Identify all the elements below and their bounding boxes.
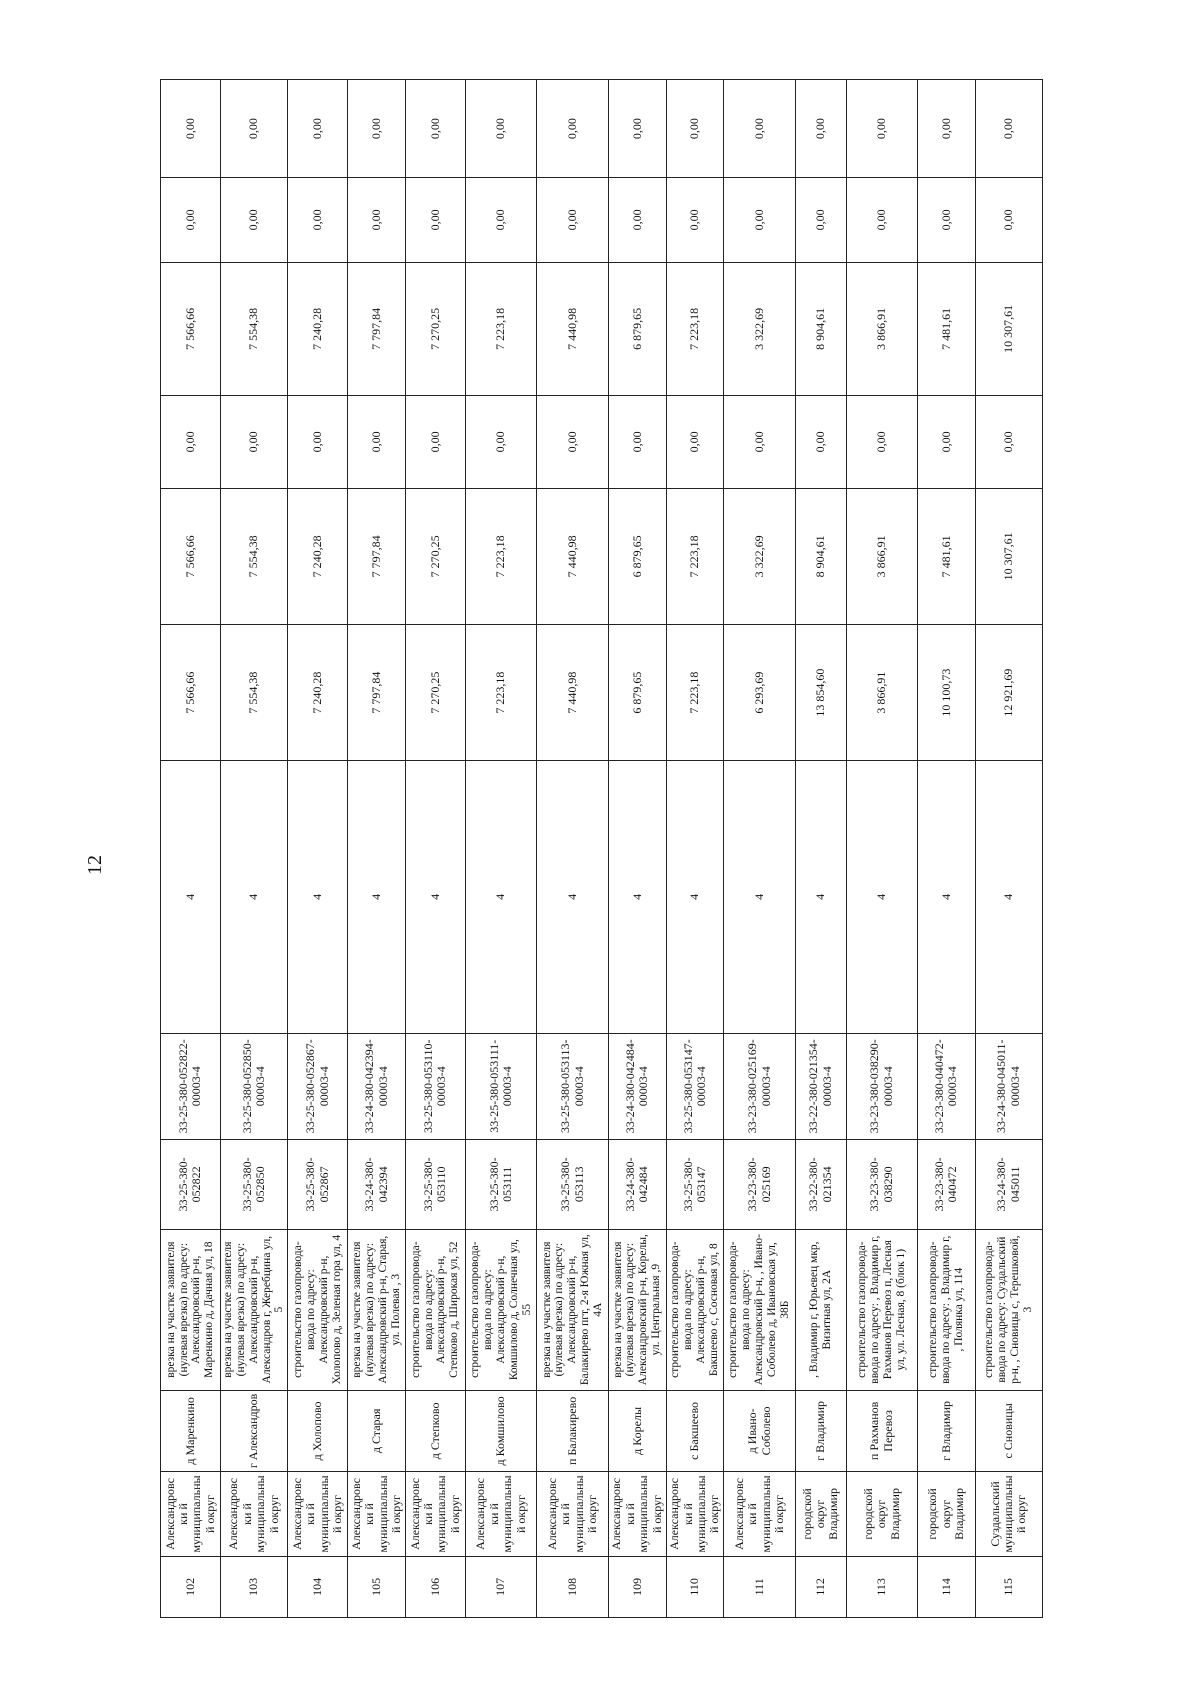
cell-locality: г Александров	[220, 1390, 287, 1472]
cell-col-12: 0,00	[348, 178, 406, 262]
cell-col-8: 6 293,69	[724, 624, 796, 760]
cell-locality: д Маренкино	[161, 1390, 221, 1472]
cell-col-10: 0,00	[405, 396, 465, 489]
cell-request-id: 33-25-380-053110-00003-4	[405, 1033, 465, 1139]
cell-request-id: 33-25-380-052850-00003-4	[220, 1033, 287, 1139]
cell-request-id: 33-25-380-052822-00003-4	[161, 1033, 221, 1139]
cell-row-number: 104	[288, 1556, 348, 1617]
cell-request-id: 33-23-380-038290-00003-4	[846, 1033, 918, 1139]
cell-col-13: 0,00	[161, 80, 221, 178]
cell-category: 4	[795, 761, 846, 1033]
cell-col-12: 0,00	[161, 178, 221, 262]
cell-category: 4	[405, 761, 465, 1033]
table-row	[465, 80, 537, 1618]
cell-object: строительство газопровода-ввода по адресу: Суздальский р-н, , Сновицы с, Терешковой, 3	[975, 1229, 1042, 1390]
cell-col-10: 0,00	[846, 396, 918, 489]
cell-col-11: 7 223,18	[666, 262, 724, 396]
cell-code: 33-24-380-042394	[348, 1139, 406, 1229]
cell-locality: д Комшилово	[465, 1390, 537, 1472]
cell-row-number: 112	[795, 1556, 846, 1617]
cell-col-12: 0,00	[537, 178, 609, 262]
cell-category: 4	[465, 761, 537, 1033]
cell-col-11: 6 879,65	[608, 262, 666, 396]
cell-col-12: 0,00	[846, 178, 918, 262]
cell-row-number: 107	[465, 1556, 537, 1617]
cell-code: 33-24-380-045011	[975, 1139, 1042, 1229]
cell-col-8: 13 854,60	[795, 624, 846, 760]
cell-locality: с Бакшеево	[666, 1390, 724, 1472]
cell-col-11: 7 240,28	[288, 262, 348, 396]
cell-district: Александровски й муниципальный округ	[537, 1472, 609, 1556]
cell-code: 33-25-380-053111	[465, 1139, 537, 1229]
cell-col-12: 0,00	[465, 178, 537, 262]
cell-row-number: 105	[348, 1556, 406, 1617]
cell-col-9: 7 481,61	[918, 488, 976, 624]
cell-district: Александровски й муниципальный округ	[348, 1472, 406, 1556]
cell-col-10: 0,00	[666, 396, 724, 489]
cell-district: городской округ Владимир	[846, 1472, 918, 1556]
cell-request-id: 33-25-380-052867-00003-4	[288, 1033, 348, 1139]
cell-col-9: 3 866,91	[846, 488, 918, 624]
cell-district: Александровски й муниципальный округ	[161, 1472, 221, 1556]
cell-row-number: 113	[846, 1556, 918, 1617]
cell-col-9: 10 307,61	[975, 488, 1042, 624]
cell-row-number: 103	[220, 1556, 287, 1617]
cell-col-11: 7 270,25	[405, 262, 465, 396]
cell-col-12: 0,00	[608, 178, 666, 262]
cell-col-13: 0,00	[608, 80, 666, 178]
cell-col-10: 0,00	[288, 396, 348, 489]
cell-locality: д Холопово	[288, 1390, 348, 1472]
cell-object: , Владимир г, Юрьевец мкр, Визитная ул, 2А	[795, 1229, 846, 1390]
cell-locality: д Корелы	[608, 1390, 666, 1472]
cell-category: 4	[220, 761, 287, 1033]
table-row	[288, 80, 348, 1618]
cell-col-13: 0,00	[975, 80, 1042, 178]
cell-object: врезка на участке заявителя (нулевая врезка) по адресу: Александровский р-н, Александров г, Жеребцина ул, 5	[220, 1229, 287, 1390]
table-row	[348, 80, 406, 1618]
cell-col-12: 0,00	[405, 178, 465, 262]
cell-col-11: 7 223,18	[465, 262, 537, 396]
cell-col-11: 7 566,66	[161, 262, 221, 396]
cell-request-id: 33-25-380-053147-00003-4	[666, 1033, 724, 1139]
cell-district: Александровски й муниципальный округ	[465, 1472, 537, 1556]
cell-col-13: 0,00	[666, 80, 724, 178]
cell-col-12: 0,00	[795, 178, 846, 262]
cell-category: 4	[348, 761, 406, 1033]
cell-request-id: 33-22-380-021354-00003-4	[795, 1033, 846, 1139]
cell-request-id: 33-25-380-053111-00003-4	[465, 1033, 537, 1139]
table-row	[666, 80, 724, 1618]
cell-col-9: 7 270,25	[405, 488, 465, 624]
cell-district: Александровски й муниципальный округ	[608, 1472, 666, 1556]
cell-code: 33-25-380-053147	[666, 1139, 724, 1229]
cell-col-12: 0,00	[918, 178, 976, 262]
cell-code: 33-25-380-053113	[537, 1139, 609, 1229]
cell-col-10: 0,00	[161, 396, 221, 489]
cell-col-8: 7 554,38	[220, 624, 287, 760]
cell-col-10: 0,00	[795, 396, 846, 489]
cell-col-10: 0,00	[348, 396, 406, 489]
cell-col-11: 3 866,91	[846, 262, 918, 396]
cell-row-number: 106	[405, 1556, 465, 1617]
cell-object: врезка на участке заявителя (нулевая врезка) по адресу: Александровский р-н, Старая, ул. Полевая , 3	[348, 1229, 406, 1390]
cell-col-10: 0,00	[975, 396, 1042, 489]
cell-col-12: 0,00	[288, 178, 348, 262]
page-number: 12	[84, 855, 106, 875]
cell-district: Александровски й муниципальный округ	[288, 1472, 348, 1556]
cell-col-9: 3 322,69	[724, 488, 796, 624]
cell-col-13: 0,00	[348, 80, 406, 178]
cell-col-12: 0,00	[724, 178, 796, 262]
cell-category: 4	[161, 761, 221, 1033]
cell-col-8: 7 223,18	[666, 624, 724, 760]
cell-request-id: 33-24-380-042394-00003-4	[348, 1033, 406, 1139]
cell-row-number: 109	[608, 1556, 666, 1617]
cell-locality: г Владимир	[795, 1390, 846, 1472]
cell-row-number: 102	[161, 1556, 221, 1617]
cell-col-8: 7 270,25	[405, 624, 465, 760]
cell-col-13: 0,00	[537, 80, 609, 178]
cell-col-8: 7 797,84	[348, 624, 406, 760]
cell-col-9: 6 879,65	[608, 488, 666, 624]
cell-col-13: 0,00	[918, 80, 976, 178]
cell-code: 33-23-380-040472	[918, 1139, 976, 1229]
cell-col-9: 7 440,98	[537, 488, 609, 624]
cell-col-8: 7 240,28	[288, 624, 348, 760]
cell-row-number: 115	[975, 1556, 1042, 1617]
cell-code: 33-23-380-025169	[724, 1139, 796, 1229]
cell-col-13: 0,00	[220, 80, 287, 178]
cell-col-11: 7 481,61	[918, 262, 976, 396]
cell-object: строительство газопровода-ввода по адресу: Александровский р-н, , Ивано-Соболево д, Ивановская ул, 38Б	[724, 1229, 796, 1390]
cell-object: строительство газопровода-ввода по адресу: Александровский р-н, Комшилово д, Солнечная ул, 55	[465, 1229, 537, 1390]
cell-locality: д Старая	[348, 1390, 406, 1472]
cell-category: 4	[537, 761, 609, 1033]
cell-object: строительство газопровода-ввода по адресу: Александровский р-н, Степково д, Широкая ул, 52	[405, 1229, 465, 1390]
cell-col-11: 7 554,38	[220, 262, 287, 396]
cell-code: 33-24-380-042484	[608, 1139, 666, 1229]
cell-col-10: 0,00	[724, 396, 796, 489]
cell-code: 33-25-380-052867	[288, 1139, 348, 1229]
cell-col-13: 0,00	[465, 80, 537, 178]
cell-category: 4	[288, 761, 348, 1033]
cell-col-8: 7 223,18	[465, 624, 537, 760]
cell-object: строительство газопровода-ввода по адресу: , Владимир г, Рахманов Перевоз п, Лесная ул, ул. Лесная, 8 (блок 1)	[846, 1229, 918, 1390]
cell-col-11: 10 307,61	[975, 262, 1042, 396]
gas-connection-table	[160, 79, 1043, 1618]
cell-col-8: 12 921,69	[975, 624, 1042, 760]
cell-district: Александровски й муниципальный округ	[666, 1472, 724, 1556]
cell-district: Александровски й муниципальный округ	[724, 1472, 796, 1556]
cell-row-number: 111	[724, 1556, 796, 1617]
cell-col-11: 8 904,61	[795, 262, 846, 396]
cell-locality: п Рахманов Перевоз	[846, 1390, 918, 1472]
cell-district: Александровски й муниципальный округ	[220, 1472, 287, 1556]
cell-col-10: 0,00	[608, 396, 666, 489]
table-row	[975, 80, 1042, 1618]
cell-request-id: 33-25-380-053113-00003-4	[537, 1033, 609, 1139]
cell-object: строительство газопровода-ввода по адресу: Александровский р-н, Холопово д, Зеленая гора ул, 4	[288, 1229, 348, 1390]
cell-row-number: 114	[918, 1556, 976, 1617]
cell-code: 33-22-380-021354	[795, 1139, 846, 1229]
cell-request-id: 33-24-380-045011-00003-4	[975, 1033, 1042, 1139]
table-row	[795, 80, 846, 1618]
cell-locality: с Сновицы	[975, 1390, 1042, 1472]
cell-col-11: 7 797,84	[348, 262, 406, 396]
cell-district: городской округ Владимир	[918, 1472, 976, 1556]
cell-code: 33-25-380-052822	[161, 1139, 221, 1229]
cell-category: 4	[724, 761, 796, 1033]
cell-col-10: 0,00	[537, 396, 609, 489]
cell-locality: д Степково	[405, 1390, 465, 1472]
cell-col-8: 3 866,91	[846, 624, 918, 760]
cell-object: врезка на участке заявителя (нулевая врезка) по адресу: Александровский р-н, Балакирево пгт, 2-я Южная ул, 4А	[537, 1229, 609, 1390]
cell-col-9: 7 797,84	[348, 488, 406, 624]
cell-col-9: 7 554,38	[220, 488, 287, 624]
cell-col-9: 7 566,66	[161, 488, 221, 624]
cell-col-8: 10 100,73	[918, 624, 976, 760]
table-row	[537, 80, 609, 1618]
cell-col-9: 8 904,61	[795, 488, 846, 624]
cell-col-10: 0,00	[220, 396, 287, 489]
cell-code: 33-25-380-052850	[220, 1139, 287, 1229]
cell-district: Александровски й муниципальный округ	[405, 1472, 465, 1556]
cell-category: 4	[918, 761, 976, 1033]
cell-request-id: 33-23-380-025169-00003-4	[724, 1033, 796, 1139]
cell-district: Суздальский муниципальный округ	[975, 1472, 1042, 1556]
cell-col-10: 0,00	[918, 396, 976, 489]
cell-row-number: 110	[666, 1556, 724, 1617]
table-row	[608, 80, 666, 1618]
cell-col-13: 0,00	[846, 80, 918, 178]
cell-object: врезка на участке заявителя (нулевая врезка) по адресу: Александровский р-н, Корелы, ул. Центральная ,9	[608, 1229, 666, 1390]
cell-col-13: 0,00	[405, 80, 465, 178]
cell-category: 4	[608, 761, 666, 1033]
table-row	[161, 80, 221, 1618]
cell-category: 4	[975, 761, 1042, 1033]
cell-col-12: 0,00	[220, 178, 287, 262]
cell-request-id: 33-24-380-042484-00003-4	[608, 1033, 666, 1139]
cell-category: 4	[666, 761, 724, 1033]
cell-col-8: 7 566,66	[161, 624, 221, 760]
cell-col-12: 0,00	[666, 178, 724, 262]
table-row	[846, 80, 918, 1618]
cell-category: 4	[846, 761, 918, 1033]
cell-col-13: 0,00	[288, 80, 348, 178]
table-row	[405, 80, 465, 1618]
cell-col-9: 7 240,28	[288, 488, 348, 624]
table-body	[161, 80, 1043, 1618]
cell-col-11: 7 440,98	[537, 262, 609, 396]
cell-col-10: 0,00	[465, 396, 537, 489]
cell-district: городской округ Владимир	[795, 1472, 846, 1556]
cell-col-8: 6 879,65	[608, 624, 666, 760]
cell-col-13: 0,00	[724, 80, 796, 178]
cell-object: врезка на участке заявителя (нулевая врезка) по адресу: Александровский р-н, Маренкино д, Дачная ул, 18	[161, 1229, 221, 1390]
table-row	[724, 80, 796, 1618]
cell-code: 33-23-380-038290	[846, 1139, 918, 1229]
cell-col-8: 7 440,98	[537, 624, 609, 760]
cell-object: строительство газопровода-ввода по адресу: Александровский р-н, Бакшеево с, Сосновая ул, 8	[666, 1229, 724, 1390]
cell-col-13: 0,00	[795, 80, 846, 178]
cell-locality: г Владимир	[918, 1390, 976, 1472]
cell-col-9: 7 223,18	[666, 488, 724, 624]
cell-col-12: 0,00	[975, 178, 1042, 262]
cell-row-number: 108	[537, 1556, 609, 1617]
cell-code: 33-25-380-053110	[405, 1139, 465, 1229]
table-row	[918, 80, 976, 1618]
cell-locality: д Ивано-Соболево	[724, 1390, 796, 1472]
cell-request-id: 33-23-380-040472-00003-4	[918, 1033, 976, 1139]
cell-object: строительство газопровода-ввода по адресу: , Владимир г, , Полянка ул, 114	[918, 1229, 976, 1390]
cell-locality: п Балакирево	[537, 1390, 609, 1472]
cell-col-9: 7 223,18	[465, 488, 537, 624]
table-row	[220, 80, 287, 1618]
rotated-table-wrapper	[160, 80, 1032, 1618]
cell-col-11: 3 322,69	[724, 262, 796, 396]
